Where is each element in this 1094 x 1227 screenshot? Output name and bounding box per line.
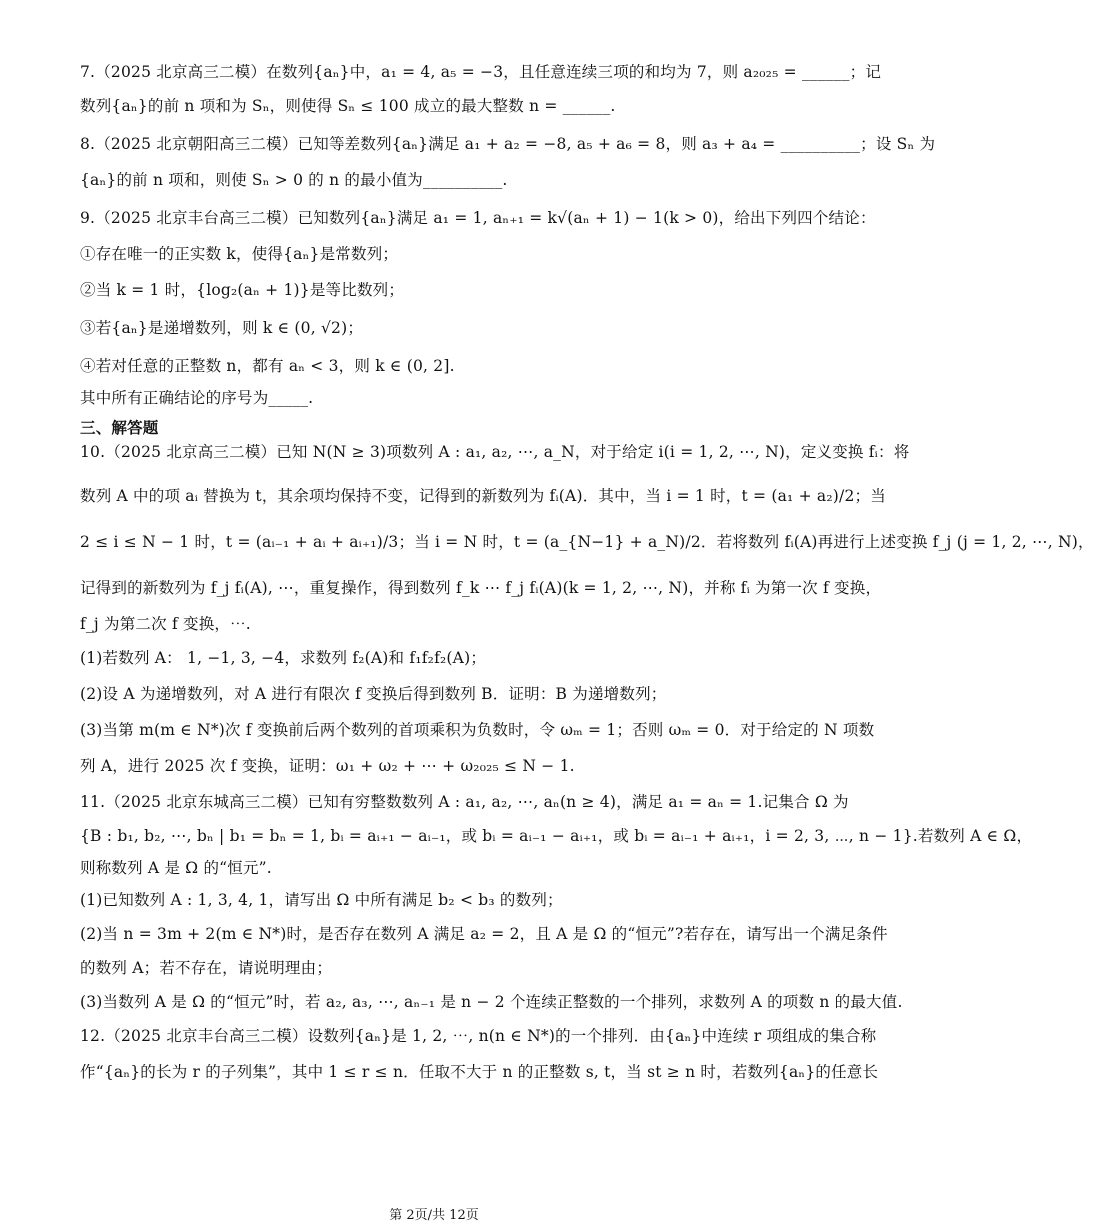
text-line: 其中所有正确结论的序号为_____. <box>80 389 314 407</box>
text-line: (2)设 A 为递增数列，对 A 进行有限次 f 变换后得到数列 B．证明：B 为递增数列； <box>80 685 667 703</box>
text-line: 7.（2025 北京高三二模）在数列{aₙ}中，a₁ = 4, a₅ = −3，且任意连续三项的和均为 7，则 a₂₀₂₅ = ______；记 <box>80 63 882 81</box>
text-line: f_j 为第二次 f 变换，⋯. <box>80 615 251 633</box>
text-line: (2)当 n = 3m + 2(m ∈ N*)时，是否存在数列 A 满足 a₂ = 2，且 A 是 Ω 的“恒元”?若存在，请写出一个满足条件 <box>80 925 888 943</box>
text-line: ②当 k = 1 时，{log₂(aₙ + 1)}是等比数列； <box>80 281 405 299</box>
text-line: 则称数列 A 是 Ω 的“恒元”. <box>80 859 272 877</box>
text-line: 记得到的新数列为 f_j fᵢ(A), ⋯，重复操作，得到数列 f_k ⋯ f_j fᵢ(A)(k = 1, 2, ⋯, N)，并称 fᵢ 为第一次 f 变换， <box>80 579 882 597</box>
text-line: 12.（2025 北京丰台高三二模）设数列{aₙ}是 1, 2, ⋯, n(n ∈ N*)的一个排列．由{aₙ}中连续 r 项组成的集合称 <box>80 1027 877 1045</box>
text-line: ①存在唯一的正实数 k，使得{aₙ}是常数列； <box>80 245 399 263</box>
text-line: 作“{aₙ}的长为 r 的子列集”，其中 1 ≤ r ≤ n．任取不大于 n 的正整数 s, t，当 st ≥ n 时，若数列{aₙ}的任意长 <box>80 1063 879 1081</box>
text-line: (3)当第 m(m ∈ N*)次 f 变换前后两个数列的首项乘积为负数时，令 ωₘ = 1；否则 ωₘ = 0．对于给定的 N 项数 <box>80 721 875 739</box>
text-line: {aₙ}的前 n 项和，则使 Sₙ > 0 的 n 的最小值为__________. <box>80 171 508 189</box>
text-line: ③若{aₙ}是递增数列，则 k ∈ (0, √2)； <box>80 319 364 337</box>
text-line: 2 ≤ i ≤ N − 1 时，t = (aᵢ₋₁ + aᵢ + aᵢ₊₁)/3；当 i = N 时，t = (a_{N−1} + a_N)/2．若将数列 fᵢ(A)再进行上述变换 f_j (j = 1, 2, ⋯, N)， <box>80 533 1094 551</box>
text-line: {B : b₁, b₂, ⋯, bₙ | b₁ = bₙ = 1, bᵢ = aᵢ₊₁ − aᵢ₋₁，或 bᵢ = aᵢ₋₁ − aᵢ₊₁，或 bᵢ = aᵢ₋₁ + aᵢ₊₁，i = 2, 3, ⋯, n − 1}.若数列 A ∈ Ω， <box>80 827 1033 845</box>
page-footer: 第 2页/共 12页 <box>389 1208 479 1223</box>
text-line: 8.（2025 北京朝阳高三二模）已知等差数列{aₙ}满足 a₁ + a₂ = −8, a₅ + a₆ = 8，则 a₃ + a₄ = __________；设 Sₙ 为 <box>80 135 936 153</box>
text-line: 数列{aₙ}的前 n 项和为 Sₙ，则使得 Sₙ ≤ 100 成立的最大整数 n = ______. <box>80 97 616 115</box>
text-line: (3)当数列 A 是 Ω 的“恒元”时，若 a₂, a₃, ⋯, aₙ₋₁ 是 n − 2 个连续正整数的一个排列，求数列 A 的项数 n 的最大值. <box>80 993 903 1011</box>
text-line: (1)若数列 A： 1, −1, 3, −4，求数列 f₂(A)和 f₁f₂f₂(A)； <box>80 649 487 667</box>
text-line: ④若对任意的正整数 n，都有 aₙ < 3，则 k ∈ (0, 2]. <box>80 357 455 375</box>
section-heading: 三、解答题 <box>80 419 159 437</box>
text-line: 9.（2025 北京丰台高三二模）已知数列{aₙ}满足 a₁ = 1, aₙ₊₁ = k√(aₙ + 1) − 1(k > 0)，给出下列四个结论： <box>80 209 876 227</box>
text-line: 列 A，进行 2025 次 f 变换，证明：ω₁ + ω₂ + ⋯ + ω₂₀₂₅ ≤ N − 1. <box>80 757 575 775</box>
text-line: (1)已知数列 A : 1, 3, 4, 1，请写出 Ω 中所有满足 b₂ < b₃ 的数列； <box>80 891 563 909</box>
text-line: 10.（2025 北京高三二模）已知 N(N ≥ 3)项数列 A : a₁, a₂, ⋯, a_N，对于给定 i(i = 1, 2, ⋯, N)，定义变换 fᵢ：将 <box>80 443 910 461</box>
text-line: 数列 A 中的项 aᵢ 替换为 t，其余项均保持不变，记得到的新数列为 fᵢ(A)．其中，当 i = 1 时，t = (a₁ + a₂)/2；当 <box>80 487 886 505</box>
text-line: 的数列 A；若不存在，请说明理由； <box>80 959 333 977</box>
text-line: 11.（2025 北京东城高三二模）已知有穷整数数列 A : a₁, a₂, ⋯, aₙ(n ≥ 4)，满足 a₁ = aₙ = 1.记集合 Ω 为 <box>80 793 849 811</box>
